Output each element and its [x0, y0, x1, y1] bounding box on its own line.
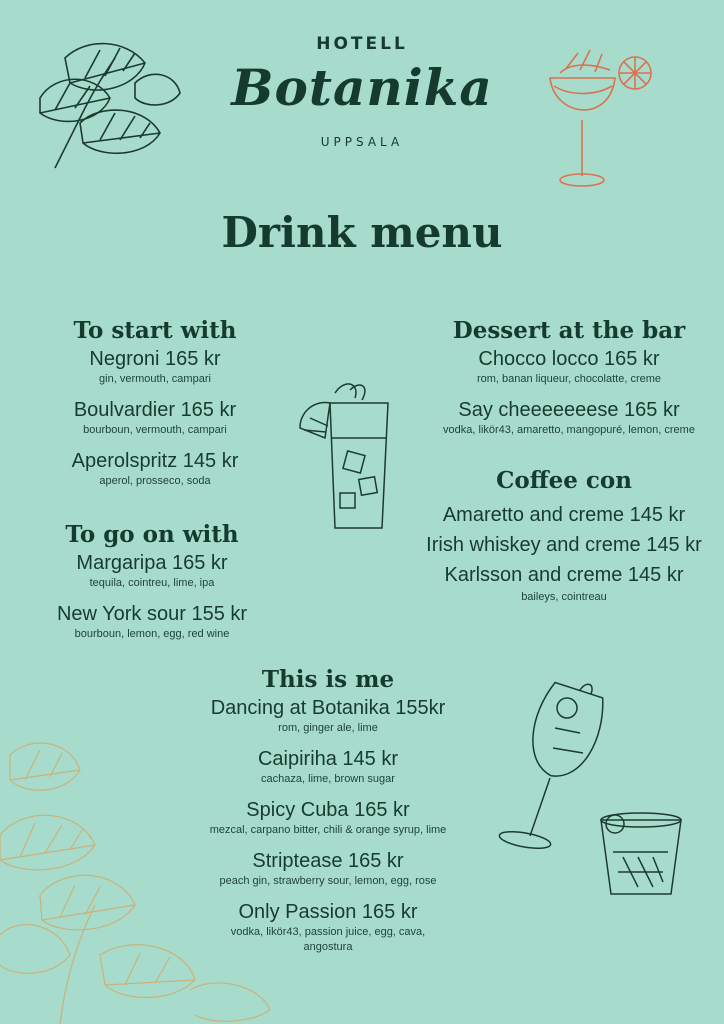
drink-name: Boulvardier 165 kr [73, 399, 237, 421]
coffee-drink-name: Amaretto and creme 145 kr [442, 504, 686, 526]
drink-name: Chocco locco 165 kr [478, 348, 660, 370]
page-title: Drink menu [221, 208, 503, 257]
drink-ingredients-cont: angostura [303, 941, 353, 953]
section-title: This is me [261, 666, 395, 693]
hotel-city: UPPSALA [320, 135, 404, 149]
section-dessert-at-the-bar [414, 316, 724, 448]
section-this-is-me [178, 665, 478, 965]
drink-name: Striptease 165 kr [252, 850, 404, 872]
tumbler-glass-icon [593, 802, 688, 902]
drink-ingredients: rom, ginger ale, lime [278, 722, 378, 734]
coffee-ingredients: baileys, cointreau [521, 591, 607, 603]
drink-ingredients: peach gin, strawberry sour, lemon, egg, rose [219, 875, 437, 887]
coffee-drink-name: Karlsson and creme 145 kr [444, 564, 684, 586]
section-coffee-con [404, 466, 724, 615]
drink-ingredients: cachaza, lime, brown sugar [261, 773, 395, 785]
drink-ingredients: vodka, likör43, passion juice, egg, cava, [230, 926, 426, 938]
highball-glass-icon [290, 378, 395, 538]
drink-ingredients: rom, banan liqueur, chocolatte, creme [476, 373, 662, 385]
section-title: To go on with [65, 521, 239, 548]
section-title: Dessert at the bar [452, 317, 686, 344]
drink-ingredients: bourboun, lemon, egg, red wine [74, 628, 230, 640]
drink-ingredients: vodka, likör43, amaretto, mangopuré, lemon, creme [443, 424, 695, 436]
drink-ingredients: mezcal, carpano bitter, chili & orange syrup, lime [209, 824, 447, 836]
coffee-drink-name: Irish whiskey and creme 145 kr [426, 534, 702, 556]
drink-ingredients: bourboun, vermouth, campari [83, 424, 227, 436]
hotel-name-logo: Botanika [231, 58, 493, 117]
drink-name: Spicy Cuba 165 kr [246, 799, 410, 821]
drink-name: Negroni 165 kr [89, 348, 221, 370]
drink-name: New York sour 155 kr [56, 603, 248, 625]
drink-name: Only Passion 165 kr [238, 901, 418, 923]
drink-name: Aperolspritz 145 kr [71, 450, 239, 472]
drink-ingredients: tequila, cointreu, lime, ipa [89, 577, 215, 589]
drink-name: Say cheeeeeeese 165 kr [458, 399, 680, 421]
section-title: Coffee con [496, 467, 632, 494]
drink-name: Dancing at Botanika 155kr [210, 697, 446, 719]
drink-name: Caipiriha 145 kr [257, 748, 399, 770]
section-to-go-on-with [22, 520, 282, 652]
drink-name: Margaripa 165 kr [76, 552, 228, 574]
drink-ingredients: aperol, prosseco, soda [99, 475, 211, 487]
hotel-prefix: HOTELL [316, 34, 408, 54]
drink-ingredients: gin, vermouth, campari [99, 373, 211, 385]
section-to-start-with [30, 316, 280, 499]
section-title: To start with [73, 317, 237, 344]
